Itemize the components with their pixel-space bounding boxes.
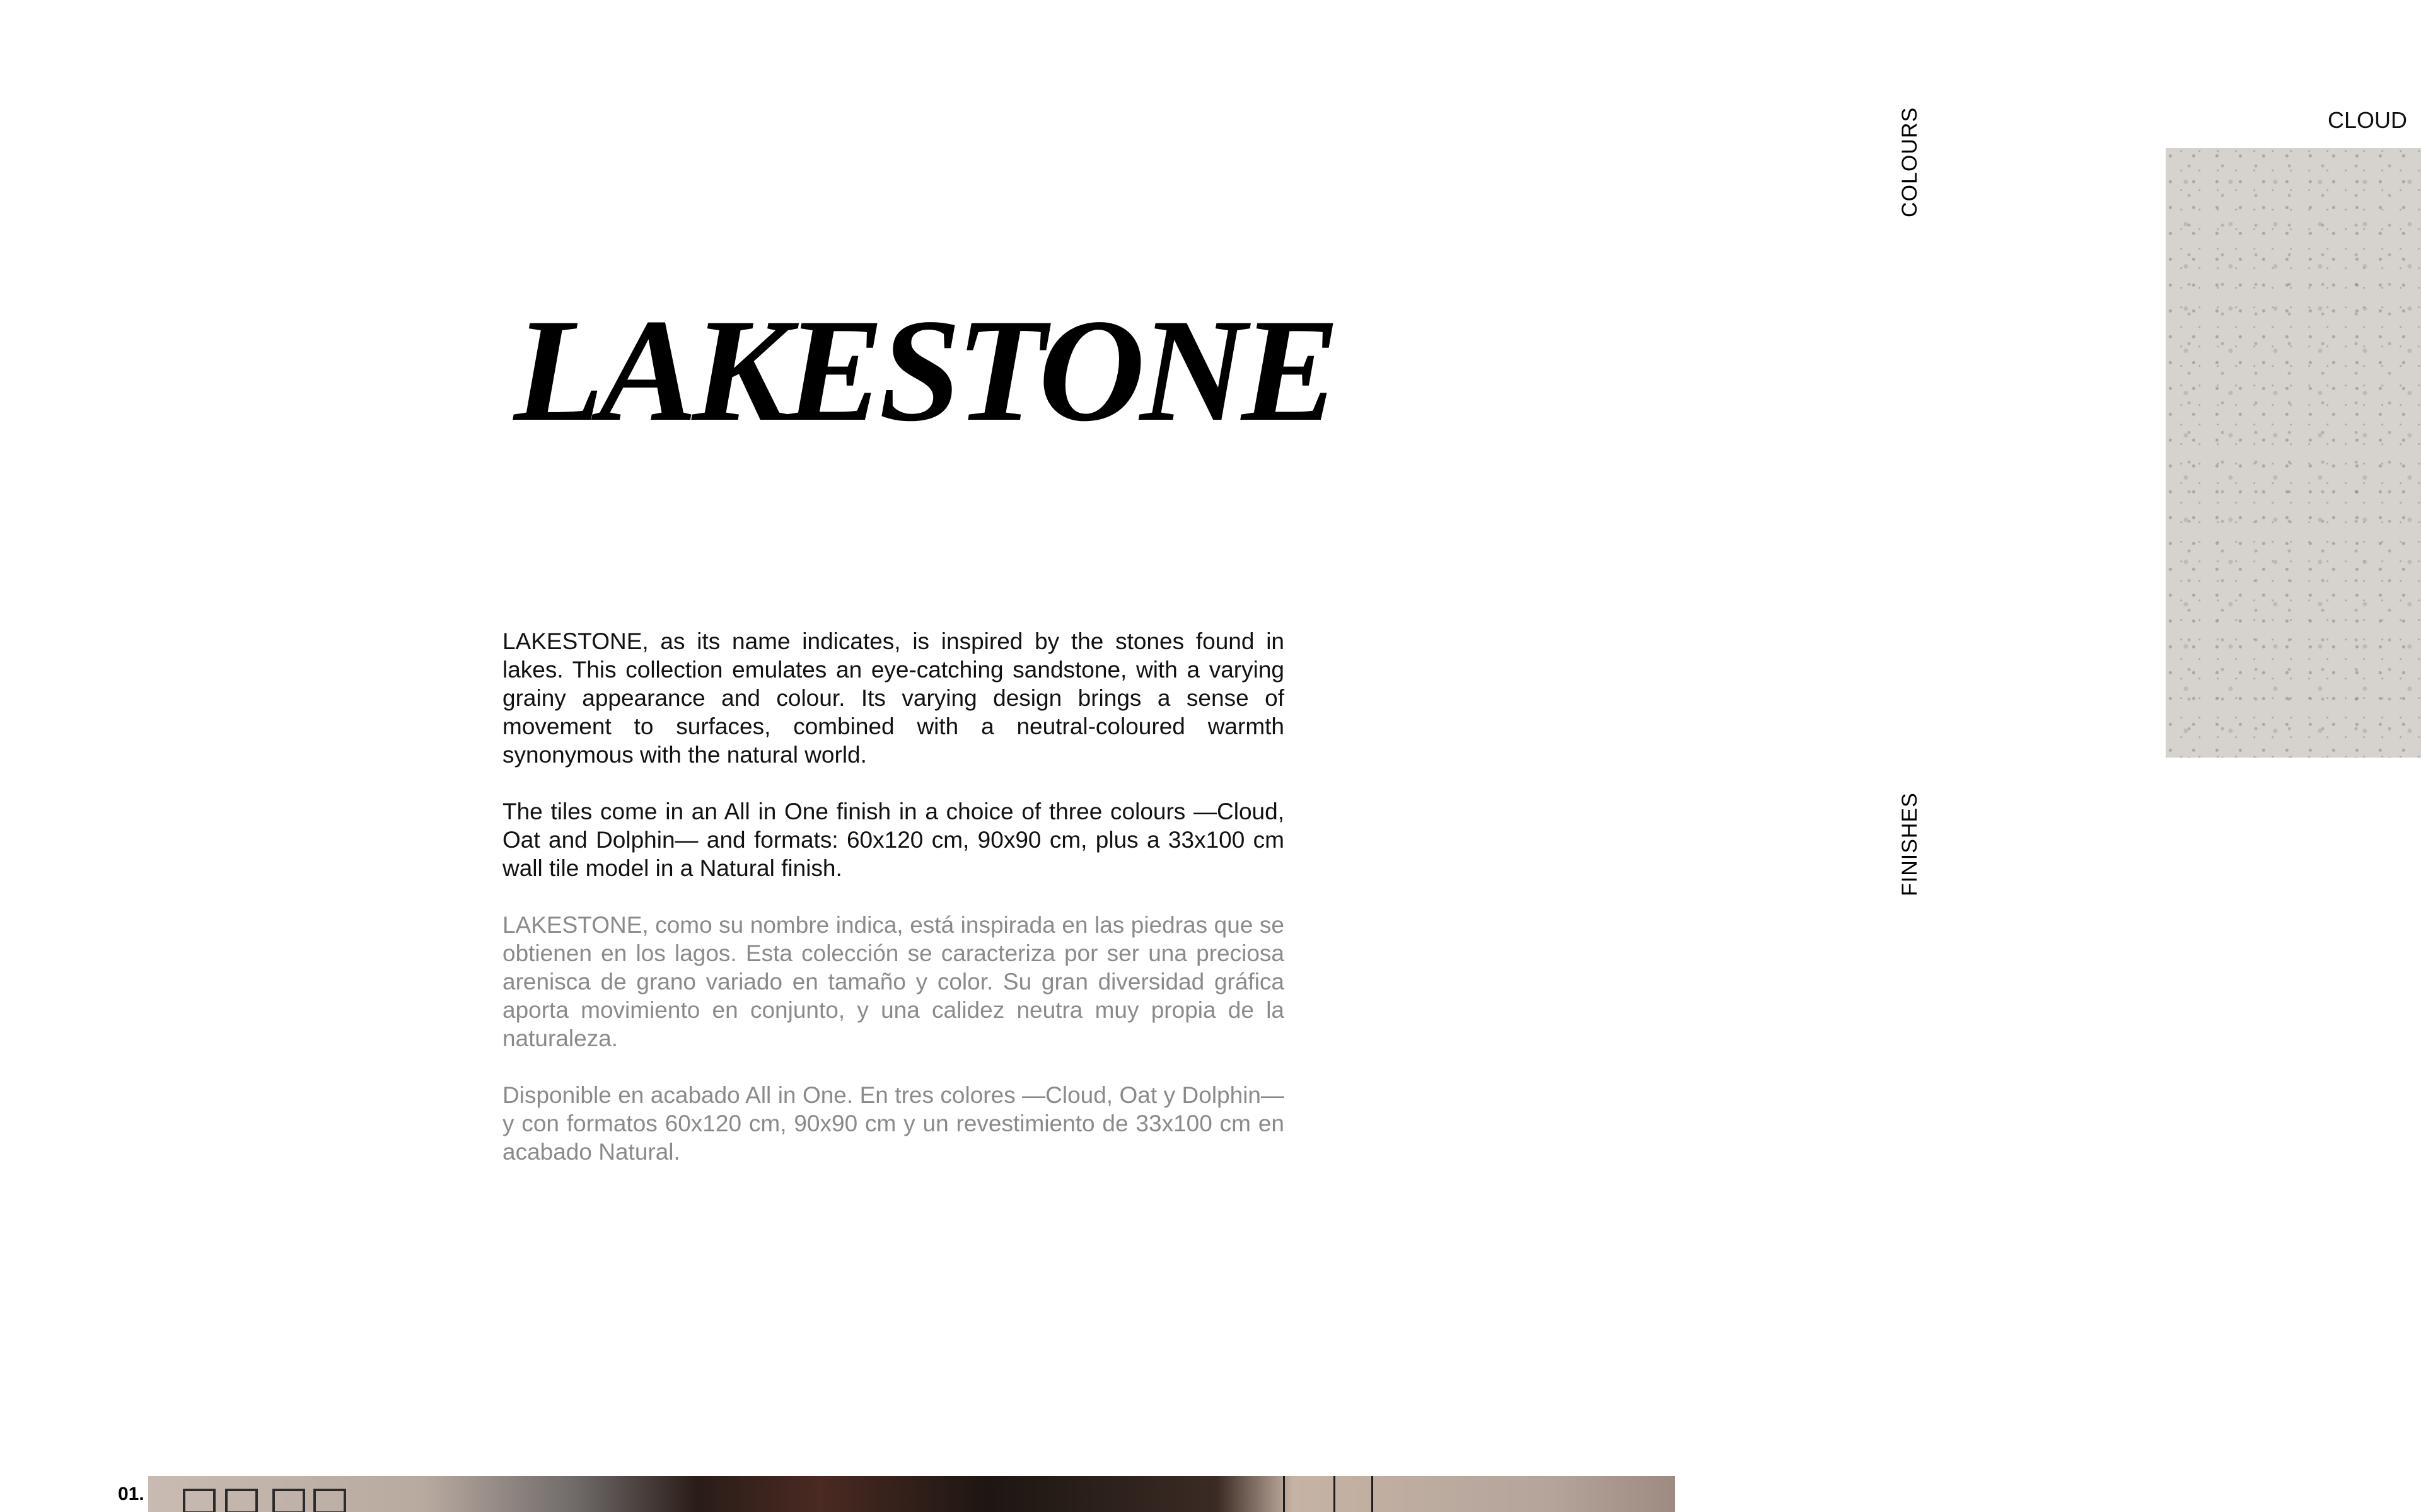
wall-frame xyxy=(272,1489,305,1512)
interior-photo xyxy=(148,1476,1675,1512)
finishes-label: FINISHES xyxy=(1898,792,1922,896)
wall-frame xyxy=(183,1489,216,1512)
description-es-1: LAKESTONE, como su nombre indica, está inspirada en las piedras que se obtienen en los lagos. Esta colección se caracteriza por ser una preciosa arenisca de grano variado en tamaño y color. Su gran diversidad gráfica aporta movimiento en conjunto, y una calidez neutra muy propia de la naturaleza. xyxy=(502,912,1284,1051)
photo-number: 01. xyxy=(118,1484,144,1504)
swatch-name: CLOUD xyxy=(2327,107,2407,133)
wall-frame xyxy=(225,1489,258,1512)
collection-title: LAKESTONE xyxy=(514,288,1335,452)
description-en-1: LAKESTONE, as its name indicates, is inspired by the stones found in lakes. This collection emulates an eye-catching sandstone, with a varying grainy appearance and colour. Its varying design brings a sense of movement to surfaces, combined with a neutral-coloured warmth synonymous with the natural world. xyxy=(502,628,1284,768)
wall-frame xyxy=(313,1489,346,1512)
shelf-post xyxy=(1283,1476,1285,1512)
colours-label: COLOURS xyxy=(1898,107,1922,217)
description-en-2: The tiles come in an All in One finish in a choice of three colours —Cloud, Oat and Dolphin— and formats: 60x120 cm, 90x90 cm, plus a 33x100 cm wall tile model in a Natural finish. xyxy=(502,799,1284,881)
shelf-post xyxy=(1333,1476,1335,1512)
cloud-colour-swatch xyxy=(2166,148,2421,758)
description-es-2: Disponible en acabado All in One. En tres colores —Cloud, Oat y Dolphin— y con formatos 60x120 cm, 90x90 cm y un revestimiento de 33x100 cm en acabado Natural. xyxy=(502,1082,1284,1165)
shelf-post xyxy=(1371,1476,1373,1512)
